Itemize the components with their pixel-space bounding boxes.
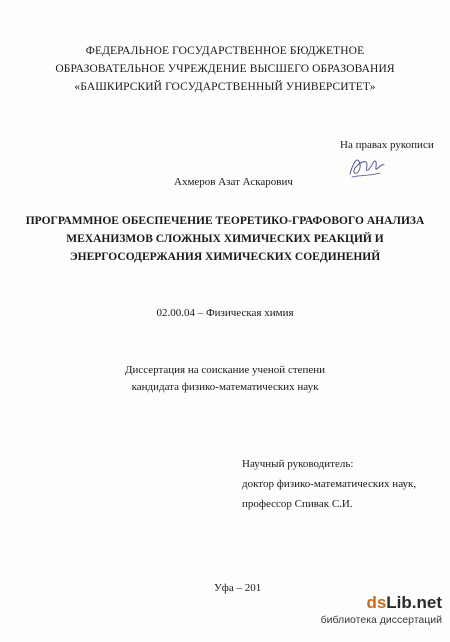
dslib-watermark[interactable] <box>321 593 442 627</box>
city-year: Уфа – 201 <box>214 582 262 594</box>
logo-ds: ds <box>366 593 387 612</box>
title-line-2: МЕХАНИЗМОВ СЛОЖНЫХ ХИМИЧЕСКИХ РЕАКЦИЙ И <box>66 233 384 245</box>
title-line-3: ЭНЕРГОСОДЕРЖАНИЯ ХИМИЧЕСКИХ СОЕДИНЕНИЙ <box>69 251 381 263</box>
org-header-line-2: ОБРАЗОВАТЕЛЬНОЕ УЧРЕЖДЕНИЕ ВЫСШЕГО ОБРАЗОВАНИЯ <box>55 63 395 75</box>
advisor-label: Научный руководитель: <box>242 458 354 470</box>
advisor-degree: доктор физико-математических наук, <box>242 478 417 490</box>
rights-note: На правах рукописи <box>340 139 434 151</box>
dissertation-line-2: кандидата физико-математических наук <box>131 381 319 393</box>
signature-icon <box>346 150 386 182</box>
specialty: 02.00.04 – Физическая химия <box>156 307 294 319</box>
title-line-1: ПРОГРАММНОЕ ОБЕСПЕЧЕНИЕ ТЕОРЕТИКО-ГРАФОВОГО АНАЛИЗА <box>25 215 425 227</box>
advisor-name: профессор Спивак С.И. <box>242 498 353 510</box>
dslib-logo <box>321 593 442 613</box>
org-header-line-1: ФЕДЕРАЛЬНОЕ ГОСУДАРСТВЕННОЕ БЮДЖЕТНОЕ <box>85 45 365 57</box>
logo-rest: Lib.net <box>386 593 442 612</box>
org-header-line-3: «БАШКИРСКИЙ ГОСУДАРСТВЕННЫЙ УНИВЕРСИТЕТ» <box>74 81 376 93</box>
author-name: Ахмеров Азат Аскарович <box>174 176 293 188</box>
dslib-subtitle: библиотека диссертаций <box>320 614 442 626</box>
dissertation-line-1: Диссертация на соискание ученой степени <box>124 364 326 376</box>
